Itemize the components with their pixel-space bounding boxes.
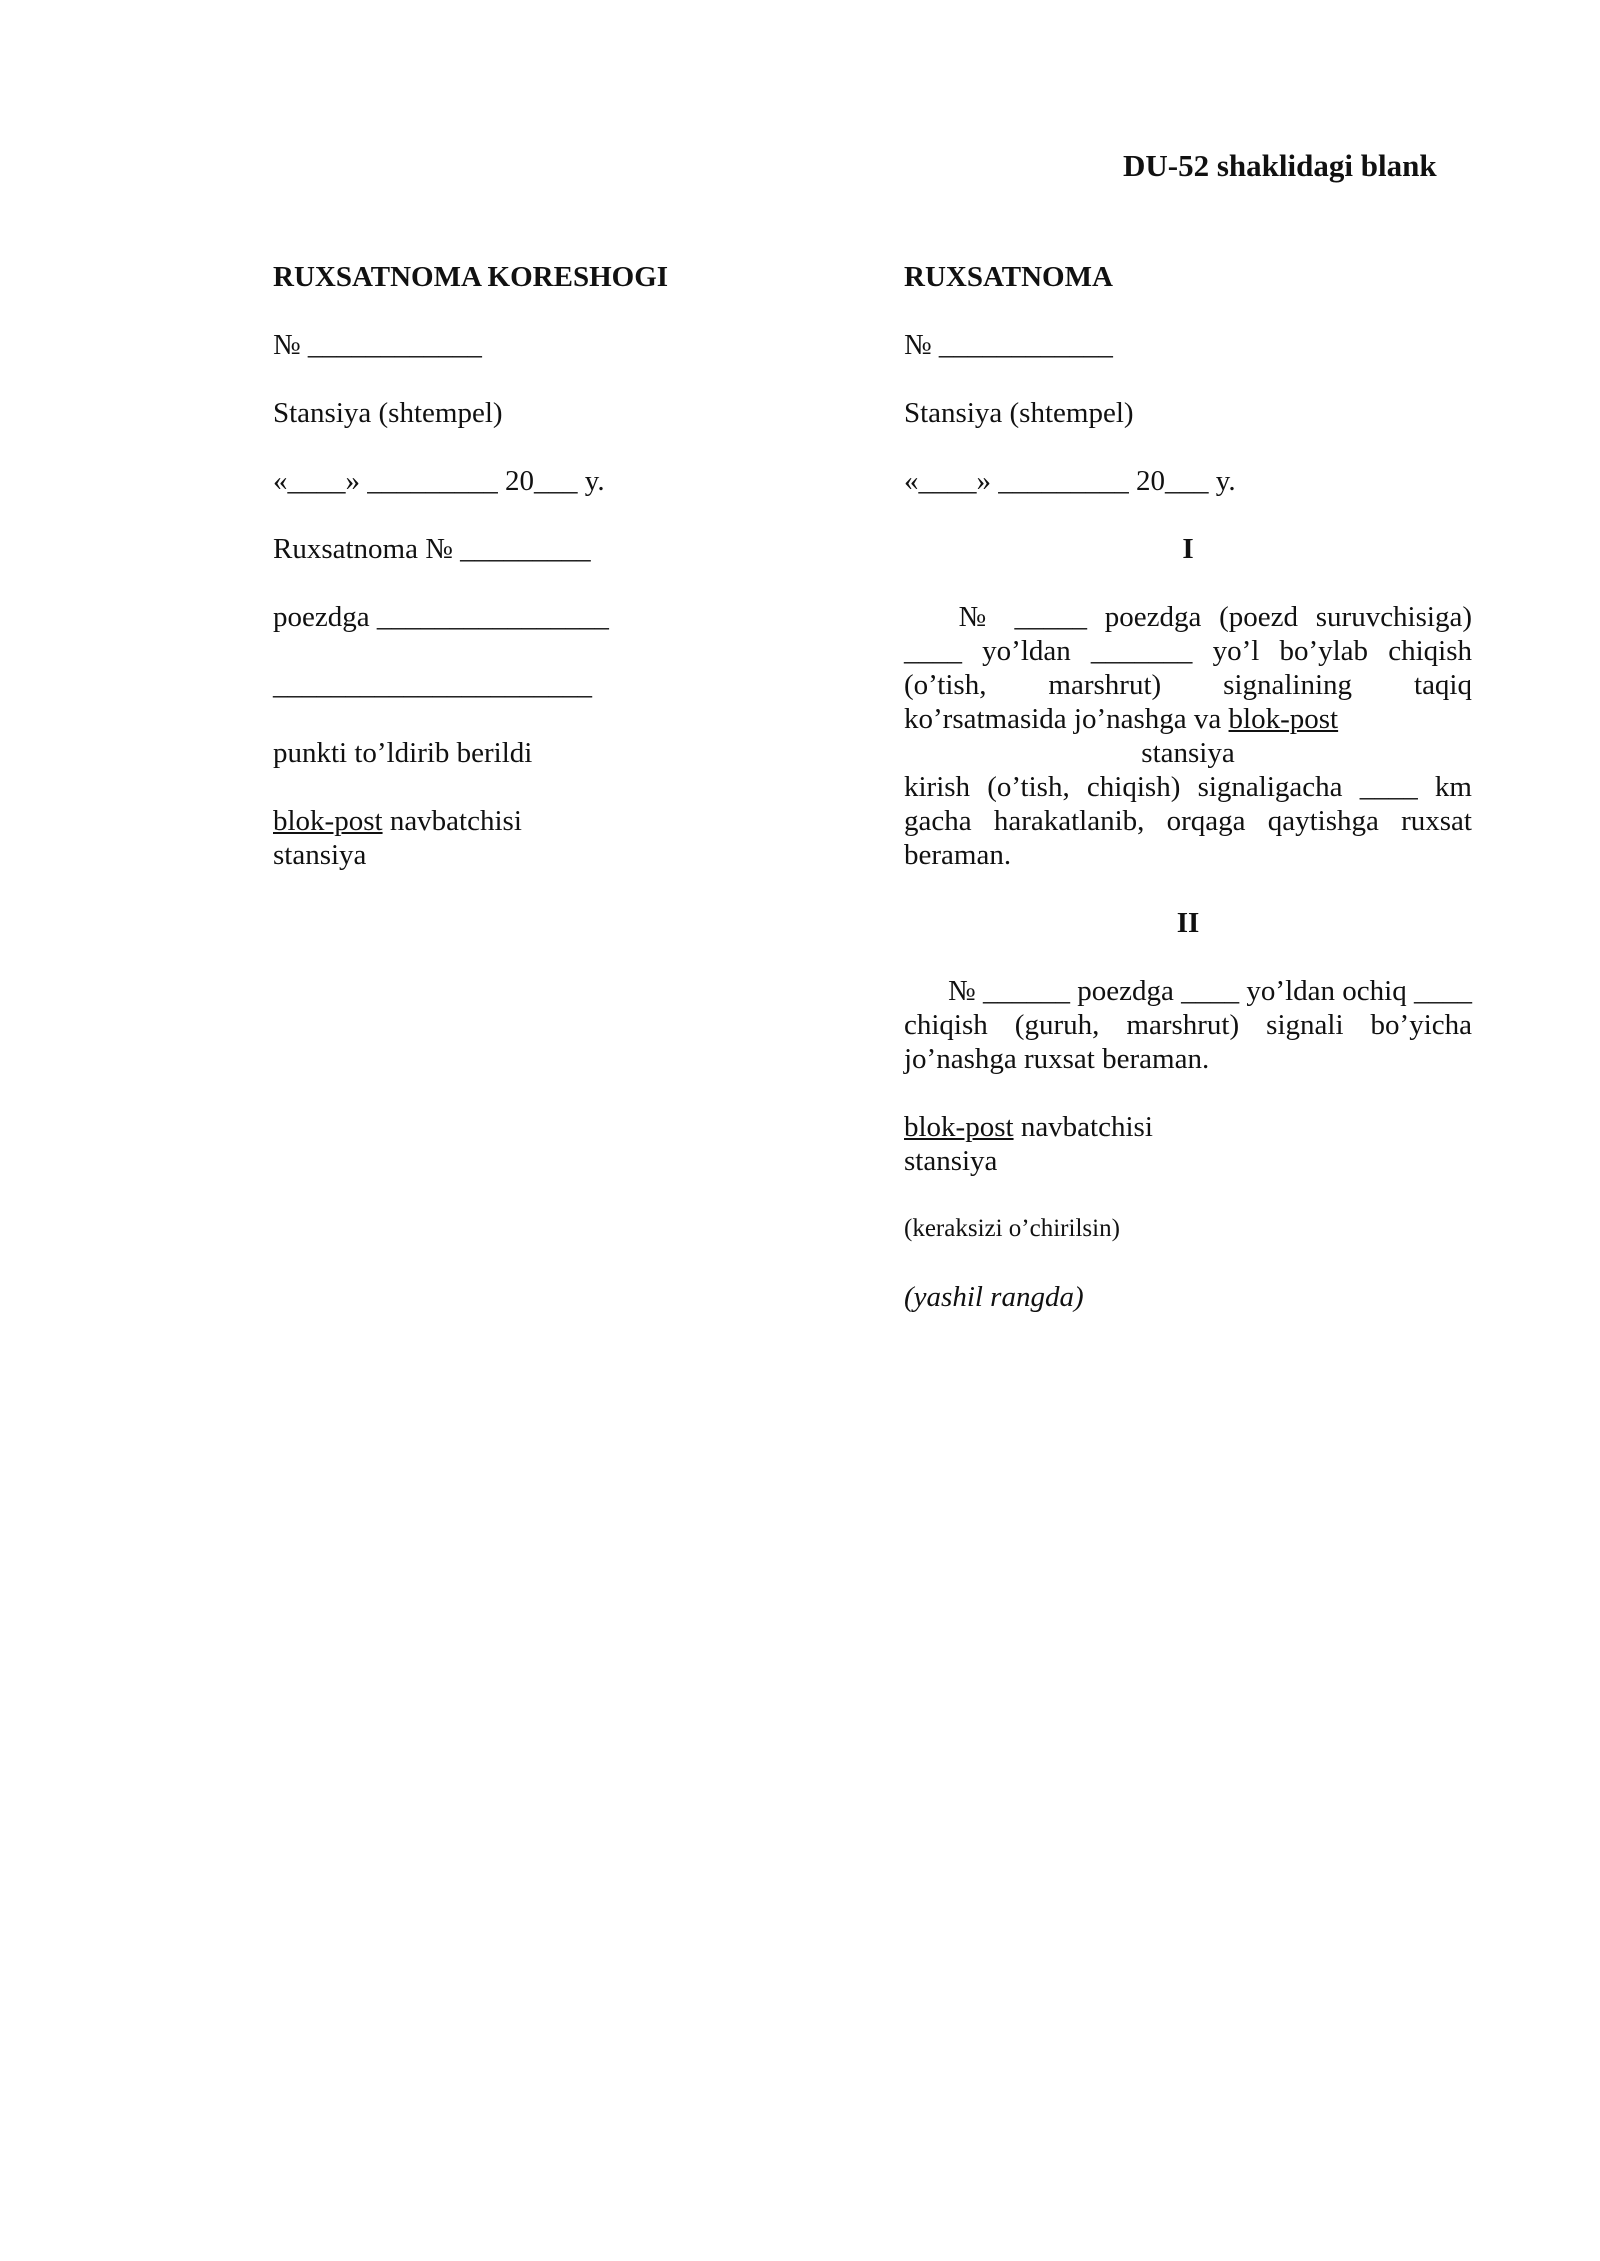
permit-heading: RUXSATNOMA bbox=[904, 261, 1113, 293]
counterfoil-signature bbox=[273, 804, 613, 872]
counterfoil-blank-line: ______________________ bbox=[273, 669, 592, 701]
section-1-text-b: kirish (o’tish, chiqish) signaligacha ____ km gacha harakatlanib, orqaga qaytishga ruxsat beraman. bbox=[904, 771, 1472, 871]
permit-sig-station: stansiya bbox=[904, 1145, 998, 1177]
counterfoil-sig-station: stansiya bbox=[273, 839, 367, 871]
permit-column bbox=[904, 260, 1472, 1314]
permit-role: navbatchisi bbox=[1013, 1111, 1153, 1143]
counterfoil-date: «____» _________ 20___ y. bbox=[273, 465, 605, 497]
counterfoil-role: navbatchisi bbox=[382, 805, 522, 837]
permit-date: «____» _________ 20___ y. bbox=[904, 465, 1236, 497]
section-1-text bbox=[904, 600, 1472, 872]
counterfoil-filled: punkti to’ldirib berildi bbox=[273, 737, 533, 769]
section-1-text-a: № _____ poezdga (poezd suruvchisiga) ____ yo’ldan _______ yo’l bo’ylab chiqish (o’tish, marshrut) signalining taqiq ko’rsatmasida jo’nashga va bbox=[904, 601, 1472, 735]
permit-blokpost: blok-post bbox=[904, 1111, 1014, 1143]
color-note: (yashil rangda) bbox=[904, 1281, 1084, 1313]
counterfoil-station: Stansiya (shtempel) bbox=[273, 397, 503, 429]
counterfoil-heading: RUXSATNOMA KORESHOGI bbox=[273, 261, 669, 293]
section-1-number: I bbox=[1182, 533, 1194, 565]
section-1-station-sub: stansiya bbox=[1141, 737, 1235, 769]
form-title: DU-52 shaklidagi blank bbox=[1123, 148, 1437, 183]
section-2-text-block bbox=[904, 974, 1472, 1076]
section-2-number: II bbox=[1176, 907, 1200, 939]
counterfoil-permit-number: Ruxsatnoma № _________ bbox=[273, 533, 591, 565]
counterfoil-column bbox=[273, 260, 669, 906]
permit-number: № ____________ bbox=[904, 329, 1113, 361]
permit-signature bbox=[904, 1110, 1472, 1178]
counterfoil-blokpost: blok-post bbox=[273, 805, 383, 837]
counterfoil-number: № ____________ bbox=[273, 329, 482, 361]
strike-note: (keraksizi o’chirilsin) bbox=[904, 1215, 1120, 1242]
section-1-blokpost: blok-post bbox=[1228, 703, 1339, 735]
counterfoil-train: poezdga ________________ bbox=[273, 601, 609, 633]
section-2-text: № ______ poezdga ____ yo’ldan ochiq ____ chiqish (guruh, marshrut) signali bo’yicha jo’nashga ruxsat beraman. bbox=[904, 975, 1472, 1075]
permit-station: Stansiya (shtempel) bbox=[904, 397, 1134, 429]
